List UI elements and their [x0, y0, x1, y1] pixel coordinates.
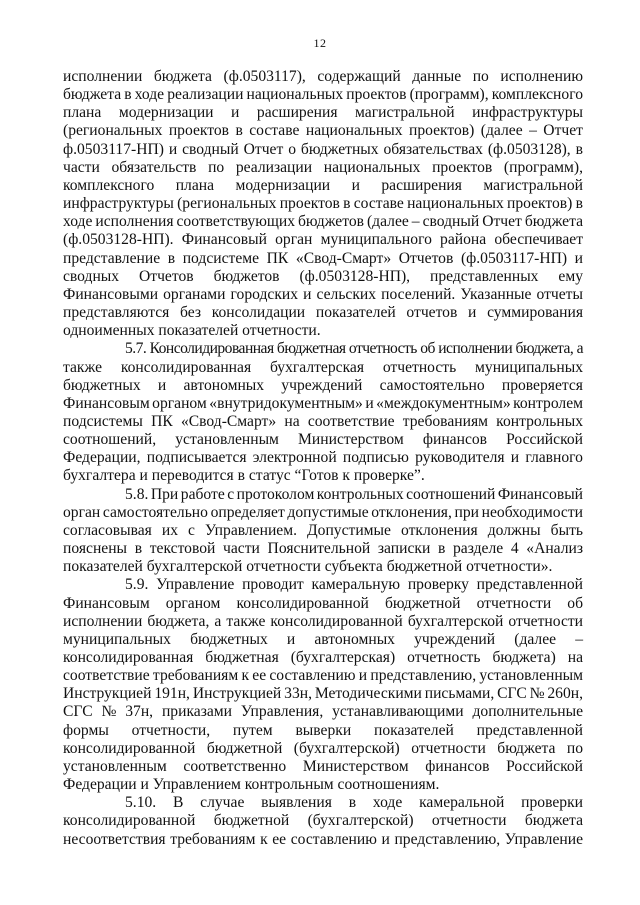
document-body: [63, 68, 583, 849]
text-line: установленным соответственно Министерством финансов Российской: [63, 757, 583, 775]
text-line last: показателей бухгалтерской отчетности субъекта бюджетной отчетности».: [63, 558, 553, 576]
text-line: соотношений, установленным Министерством финансов Российской: [63, 431, 583, 449]
paragraph-5-9: [63, 576, 583, 794]
text-line: Финансовыми органами городских и сельских поселений. Указанные отчеты: [63, 285, 583, 303]
paragraph-5-8: [63, 486, 583, 577]
text-line last: Федерации и Управлением контрольным соотношениям.: [63, 776, 440, 794]
text-line: комплексного плана модернизации и расширения магистральной: [63, 176, 583, 194]
text-line: исполнении бюджета, а также консолидированной бухгалтерской отчетности: [63, 612, 584, 630]
text-line: 5.10. В случае выявления в ходе камеральной проверки: [125, 794, 584, 812]
text-line: 5.8. При работе с протоколом контрольных соотношений Финансовый: [125, 485, 584, 503]
text-line: подсистемы ПК «Свод-Смарт» на соответствие требованиям контрольных: [63, 412, 584, 430]
text-line: несоответствия требованиям к ее составлению и представлению, Управление: [63, 830, 583, 848]
text-line: Финансовым органом «внутридокументным» и «междокументным» контролем: [63, 394, 583, 412]
text-line: бюджетных и автономных учреждений самостоятельно проверяется: [63, 376, 583, 394]
text-line: консолидированная бюджетная (бухгалтерская) отчетность бюджета) на: [63, 649, 584, 666]
text-line: инфраструктуры (региональных проектов в составе национальных проектов) в: [63, 195, 583, 213]
text-line: сводных Отчетов бюджетов (ф.0503128-НП), представленных ему: [63, 267, 583, 285]
text-line: формы отчетности, путем выверки показателей представленной: [63, 721, 583, 739]
text-line: 5.7. Консолидированная бюджетная отчетность об исполнении бюджета, а: [125, 340, 583, 358]
text-line: СГС № 37н, приказами Управления, устанавливающими дополнительные: [63, 703, 583, 721]
paragraph-5-10: [63, 794, 583, 848]
text-line last: бухгалтера и переводится в статус “Готов к проверке”.: [63, 467, 425, 485]
text-line: бюджета в ходе реализации национальных проектов (программ), комплексного: [63, 86, 583, 104]
text-line: ходе исполнения соответствующих бюджетов (далее – сводный Отчет бюджета: [63, 213, 584, 231]
text-line: согласовывая их с Управлением. Допустимые отклонения должны быть: [63, 521, 583, 539]
text-line: части обязательств по реализации национальных проектов (программ),: [63, 158, 583, 176]
text-line: (региональных проектов в составе национальных проектов) (далее – Отчет: [63, 122, 583, 140]
text-line: консолидированной бюджетной (бухгалтерской) отчетности бюджета по: [63, 739, 584, 757]
text-line: пояснены в текстовой части Пояснительной записки в разделе 4 «Анализ: [63, 540, 584, 558]
text-line: Инструкцией 191н, Инструкцией 33н, Методическими письмами, СГС № 260н,: [63, 685, 583, 703]
text-line: Финансовым органом консолидированной бюджетной отчетности об: [63, 594, 584, 612]
paragraph-5-7: [63, 340, 583, 485]
text-line: также консолидированная бухгалтерская отчетность муниципальных: [63, 358, 583, 376]
text-line: (ф.0503128-НП). Финансовый орган муниципального района обеспечивает: [63, 231, 584, 249]
text-line: соответствие требованиям к ее составлению и представлению, установленным: [63, 667, 584, 685]
text-line: представляются без консолидации показателей отчетов и суммирования: [63, 304, 584, 322]
paragraph-continued: [63, 68, 583, 340]
text-line: Федерации, подписывается электронной подписью руководителя и главного: [63, 449, 583, 467]
text-line last: одноименных показателей отчетности.: [63, 322, 321, 340]
text-line: представление в подсистеме ПК «Свод-Смарт» Отчетов (ф.0503117-НП) и: [63, 249, 584, 267]
text-line: плана модернизации и расширения магистральной инфраструктуры: [63, 104, 584, 122]
text-line: муниципальных бюджетных и автономных учреждений (далее –: [63, 630, 583, 648]
text-line: исполнении бюджета (ф.0503117), содержащий данные по исполнению: [63, 68, 583, 85]
text-line: консолидированной бюджетной (бухгалтерской) отчетности бюджета: [63, 812, 583, 830]
text-line: ф.0503117-НП) и сводный Отчет о бюджетных обязательствах (ф.0503128), в: [63, 140, 583, 158]
page-number: 12: [313, 36, 327, 50]
text-line: орган самостоятельно определяет допустимые отклонения, при необходимости: [63, 503, 584, 521]
text-line: 5.9. Управление проводит камеральную проверку представленной: [125, 576, 583, 594]
